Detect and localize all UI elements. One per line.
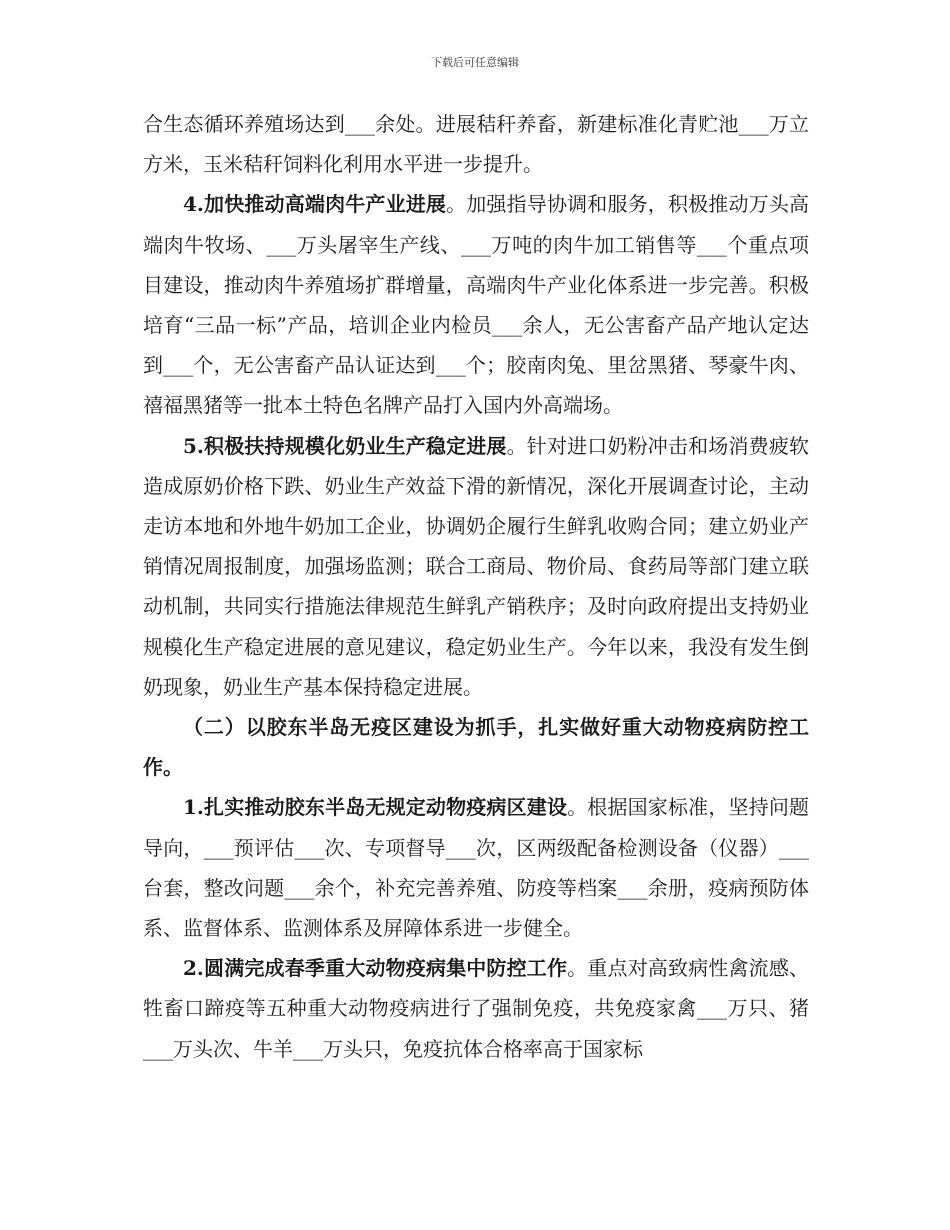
paragraph-text: 。加强指导协调和服务，积极推动万头高端肉牛牧场、___万头屠宰生产线、___万吨的肉牛加工销售等___个重点项目建设，推动肉牛养殖场扩群增量，高端肉牛产业化体系进一步完善。积极培育“三品一标”产品，培训企业内检员___余人，无公害畜产品产地认定达到___个，无公害畜产品认证达到___个；胶南肉兔、里岔黑猪、琴豪牛肉、禧福黑猪等一批本土特色名牌产品打入国内外高端场。 [143,192,809,418]
paragraph-5 [143,426,809,707]
paragraph-4 [143,184,809,425]
paragraph-lead: 2.圆满完成春季重大动物疫病集中防控工作 [183,956,568,981]
section-heading: （二）以胶东半岛无疫区建设为抓手，扎实做好重大动物疫病防控工作。 [143,715,809,780]
page-header: 下载后可任意编辑 [431,56,519,69]
paragraph-lead: 4.加快推动高端肉牛产业进展 [183,192,447,217]
paragraph-text: 合生态循环养殖场达到___余处。进展秸秆养畜，新建标准化青贮池___万立方米，玉米秸秆饲料化利用水平进一步提升。 [143,112,809,177]
document-body [143,104,809,1069]
paragraph-s1 [143,787,809,948]
paragraph-text: 。根据国家标准，坚持问题导向，___预评估___次、专项督导___次，区两级配备检测设备（仪器）___台套，整改问题___余个，补充完善养殖、防疫等档案___余册，疫病预防体系、监督体系、监测体系及屏障体系进一步健全。 [143,795,809,941]
paragraph-lead: 1.扎实推动胶东半岛无规定动物疫病区建设 [183,795,568,820]
paragraph-lead: 5.积极扶持规模化奶业生产稳定进展 [183,433,507,458]
paragraph-text: 。针对进口奶粉冲击和场消费疲软造成原奶价格下跌、奶业生产效益下滑的新情况，深化开展调查讨论，主动走访本地和外地牛奶加工企业，协调奶企履行生鲜乳收购合同；建立奶业产销情况周报制度，加强场监测；联合工商局、物价局、食药局等部门建立联动机制，共同实行措施法律规范生鲜乳产销秩序；及时向政府提出支持奶业规模化生产稳定进展的意见建议，稳定奶业生产。今年以来，我没有发生倒奶现象，奶业生产基本保持稳定进展。 [143,433,809,699]
paragraph-s2 [143,948,809,1069]
paragraph-text: 。重点对高致病性禽流感、牲畜口蹄疫等五种重大动物疫病进行了强制免疫，共免疫家禽___万只、猪___万头次、牛羊___万头只，免疫抗体合格率高于国家标 [143,956,809,1061]
paragraph-1 [143,104,809,184]
